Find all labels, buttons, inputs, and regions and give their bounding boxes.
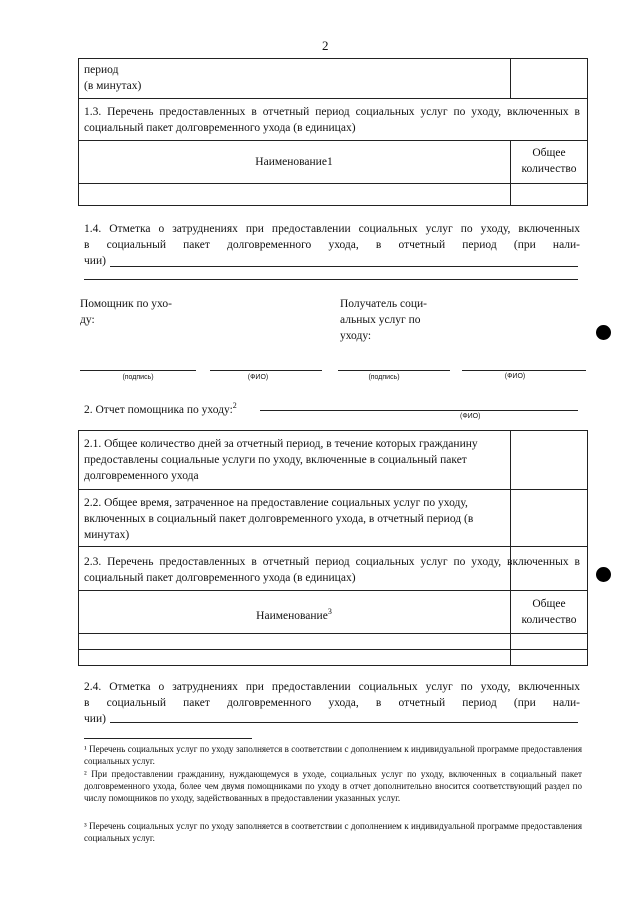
signature-caption: (подпись) <box>368 374 400 381</box>
column-total-header: Общее количество <box>521 147 577 175</box>
section-2-title: 2. Отчет помощника по уходу:$^2$ <box>84 401 237 416</box>
section-2-4-line2: в социальный пакет долговременного ухода, в отчетный период (при нали- <box>84 697 580 709</box>
fio-caption: (ФИО) <box>247 374 269 381</box>
section-1-4-line1: 1.4. Отметка о затруднениях при предоставлении социальных услуг по уходу, включенных <box>84 223 580 235</box>
signature-line <box>80 370 196 371</box>
assistant-label: Помощник по ухо- ду: <box>80 298 172 326</box>
section-1-4-line3: чии) <box>84 255 106 267</box>
footnote-1: ¹ Перечень социальных услуг по уходу заполняется в соответствии с дополнением к индивидуальной программе предоставления социальных услуг. <box>84 744 582 766</box>
punch-hole <box>596 325 611 340</box>
row-2-2-label: 2.2. Общее время, затраченное на предоставление социальных услуг по уходу, включенных в социальный пакет долговременного ухода, в отчетный период (в минутах) <box>84 497 474 541</box>
row-1-3-label: 1.3. Перечень предоставленных в отчетный период социальных услуг по уходу, включенных в социальный пакет долговременного ухода (в единицах) <box>84 106 580 134</box>
fio-caption: (ФИО) <box>504 373 526 380</box>
footnote-3: ³ Перечень социальных услуг по уходу заполняется в соответствии с дополнением к индивидуальной программе предоставления социальных услуг. <box>84 821 582 843</box>
punch-hole <box>596 567 611 582</box>
fio-line <box>210 370 322 371</box>
recipient-label: Получатель соци- альных услуг по уходу: <box>340 298 427 342</box>
row-2-3-label: 2.3. Перечень предоставленных в отчетный период социальных услуг по уходу, включенных в социальный пакет долговременного ухода (в единицах) <box>84 556 580 584</box>
fio-line <box>260 410 578 411</box>
signature-caption: (подпись) <box>122 374 154 381</box>
section-2-4-line1: 2.4. Отметка о затруднениях при предоставлении социальных услуг по уходу, включенных <box>84 681 580 693</box>
fill-line <box>110 266 578 267</box>
fio-caption: (ФИО) <box>460 413 481 420</box>
footnote-separator <box>84 738 252 739</box>
section-2-4-line3: чии) <box>84 713 106 725</box>
row-period-label: период (в минутах) <box>84 64 142 92</box>
column-total-header: Общее количество <box>521 598 577 626</box>
row-2-1-label: 2.1. Общее количество дней за отчетный период, в течение которых гражданину предоставлены социальные услуги по уходу, включенные в социальный пакет долговременного ухода <box>84 438 478 482</box>
signature-line <box>338 370 450 371</box>
footnote-2: ² При предоставлении гражданину, нуждающемуся в уходе, социальных услуг по уходу, включенных в социальный пакет долговременного ухода, более чем двумя помощниками по уходу в отчет дополнительно вносится соответствующий раздел по числу помощников по уходу, задействованных в предоставлении указанных услуг. <box>84 769 582 803</box>
fill-line <box>84 279 578 280</box>
section-1-4-line2: в социальный пакет долговременного ухода, в отчетный период (при нали- <box>84 239 580 251</box>
fio-line <box>462 370 586 371</box>
fill-line <box>110 722 578 723</box>
column-name-header: Наименование$^3$ <box>256 607 332 622</box>
page-number: 2 <box>322 38 329 53</box>
column-name-header: Наименование1 <box>255 156 333 168</box>
